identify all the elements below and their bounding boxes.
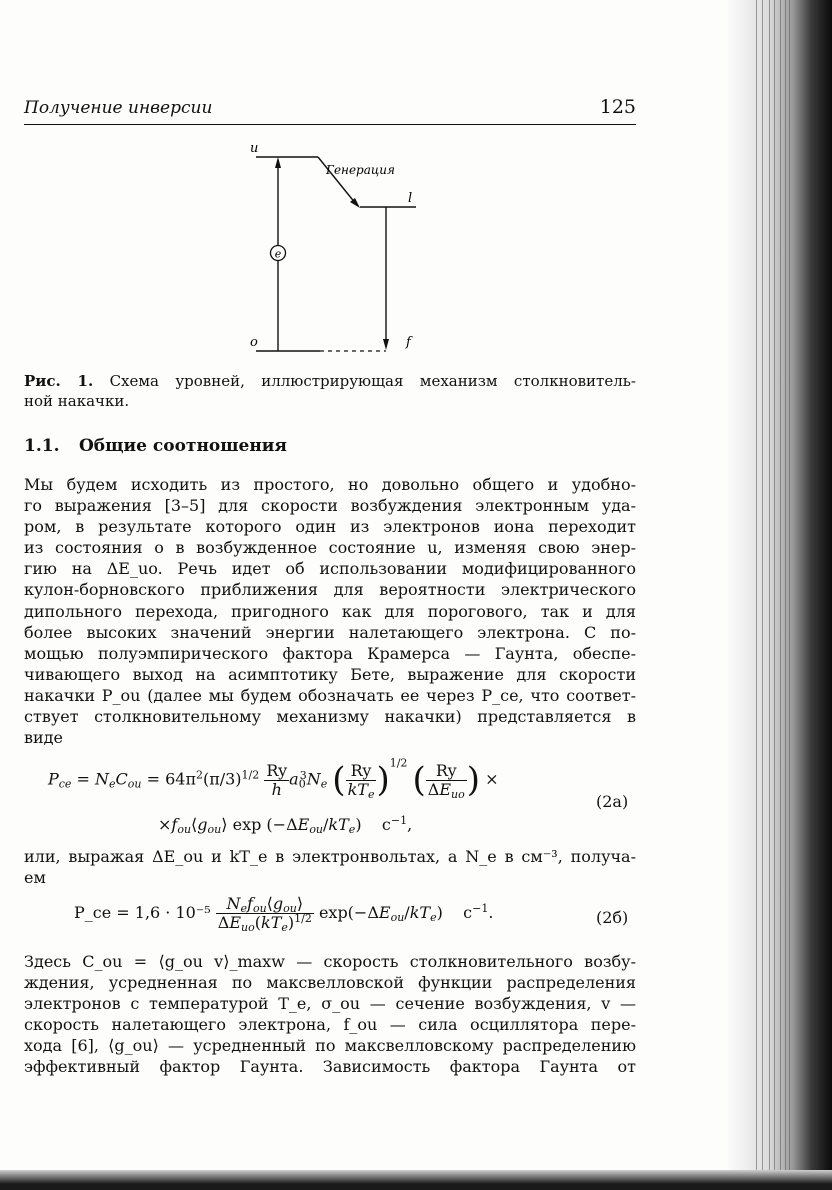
- planck-h: h: [271, 779, 282, 799]
- book-binding: [728, 0, 832, 1190]
- caption-text-continued: ной накачки.: [24, 392, 130, 410]
- text-line: скорость налетающего электрона, f_ou — сила осциллятора пере-: [24, 1015, 636, 1035]
- equation-2a-line-2: $\times f_{ou}⟨g_{ou}⟩$ $\exp (-\Delta E_{ou}/kT_e)$ $с^{-1}$,: [158, 814, 413, 836]
- equation-2a-line-1: $P_{ce} = N_eC_{ou} = 64\pi^2(\pi/3)^{1/2}$ $\frac{Ry}{h}$ $a_0^3N_e$ ( $\frac{Ry}{kT_e}$ )$^{1/2}$ ( $\frac{Ry}{\Delta E_{uo}}$ ) ×: [48, 756, 499, 801]
- unit-exponent: −1: [390, 814, 408, 827]
- energy-level-diagram: [230, 140, 430, 360]
- page-bottom-edge: [0, 1170, 832, 1190]
- text-line: электронов с температурой T_e, σ_ou — сечение возбуждения, v —: [24, 994, 636, 1014]
- running-head-title: Получение инверсии: [24, 98, 213, 118]
- text-line: более высоких значений энергии налетающего электрона. С по-: [24, 622, 636, 642]
- transition-arrowhead: [383, 339, 389, 350]
- level-o-label: o: [250, 335, 258, 350]
- equation-2a-number: (2а): [596, 792, 629, 811]
- section-heading: [24, 436, 287, 456]
- figure-caption: [24, 371, 636, 411]
- caption-label: Рис. 1.: [24, 372, 94, 390]
- text-line: кулон-борновского приближения для вероятности электрического: [24, 580, 636, 600]
- page-number: 125: [599, 96, 636, 118]
- level-l-label: l: [408, 191, 413, 206]
- text-line: Здесь C_ou = ⟨g_ou v⟩_maxw — скорость столкновительного возбу-: [24, 952, 636, 971]
- paragraph-1: [24, 474, 636, 748]
- text-line: гию на ΔE_uo. Речь идет об использовании модифицированного: [24, 559, 636, 579]
- times-sign: ×: [485, 769, 499, 789]
- text-line: из состояния o в возбужденное состояние u, изменяя свою энер-: [24, 538, 636, 558]
- level-f-label: f: [406, 335, 411, 350]
- paragraph-between: [24, 846, 636, 888]
- text-line: эффективный фактор Гаунта. Зависимость фактора Гаунта от: [24, 1057, 636, 1077]
- eq2b-unit-exponent: −1: [472, 902, 489, 915]
- section-number: 1.1.: [24, 436, 60, 456]
- text-line: мощью полуэмпирического фактора Крамерса — Гаунта, обеспе-: [24, 643, 636, 663]
- text-line: Мы будем исходить из простого, но довольно общего и удобно-: [24, 475, 636, 494]
- level-u-label: u: [250, 141, 259, 156]
- equation-2b: P_ce = 1,6 · 10⁻⁵ $\frac{N_ef_{ou}⟨g_{ou}⟩}{\Delta E_{uo}(kT_e)^{1/2}}$ $\exp(-\Delta E_{ou}/kT_e)$ $с^{-1}$.: [74, 894, 494, 934]
- text-line: ждения, усредненная по максвелловской функции распределения: [24, 973, 636, 993]
- eq2b-unit: с: [463, 903, 473, 922]
- eq2b-prefix: P_ce = 1,6 · 10⁻⁵: [74, 903, 211, 922]
- equation-2b-number: (2б): [596, 908, 629, 927]
- text-line: чивающего выход на асимптотику Бете, выражение для скорости: [24, 664, 636, 684]
- text-line: го выражения [3–5] для скорости возбуждения электронным уда-: [24, 496, 636, 516]
- running-head: [24, 96, 636, 125]
- caption-text: Схема уровней, иллюстрирующая механизм столкновитель-: [109, 372, 636, 390]
- ry-numerator: Ry: [266, 760, 288, 780]
- text-line: хода [6], ⟨g_ou⟩ — усредненный по максвелловскому распределению: [24, 1036, 636, 1056]
- text-line: накачки P_ou (далее мы будем обозначать ее через P_ce, что соответ-: [24, 685, 636, 705]
- excitation-arrowhead: [275, 157, 281, 168]
- text-line: ем: [24, 868, 46, 888]
- generation-label: Генерация: [326, 163, 395, 177]
- text-line: ствует столкновительному механизму накачки) представляется в: [24, 707, 636, 727]
- text-line: ром, в результате которого один из электронов иона переходит: [24, 517, 636, 537]
- text-line: или, выражая ΔE_ou и kT_e в электронвольтах, а N_e в см⁻³, получа-: [24, 847, 636, 866]
- text-line: виде: [24, 728, 63, 748]
- electron-label: e: [274, 247, 282, 261]
- paragraph-2: [24, 951, 636, 1078]
- unit-s: с: [381, 815, 391, 834]
- section-title: Общие соотношения: [79, 436, 287, 456]
- text-line: дипольного перехода, пригодного как для порогового, так и для: [24, 601, 636, 621]
